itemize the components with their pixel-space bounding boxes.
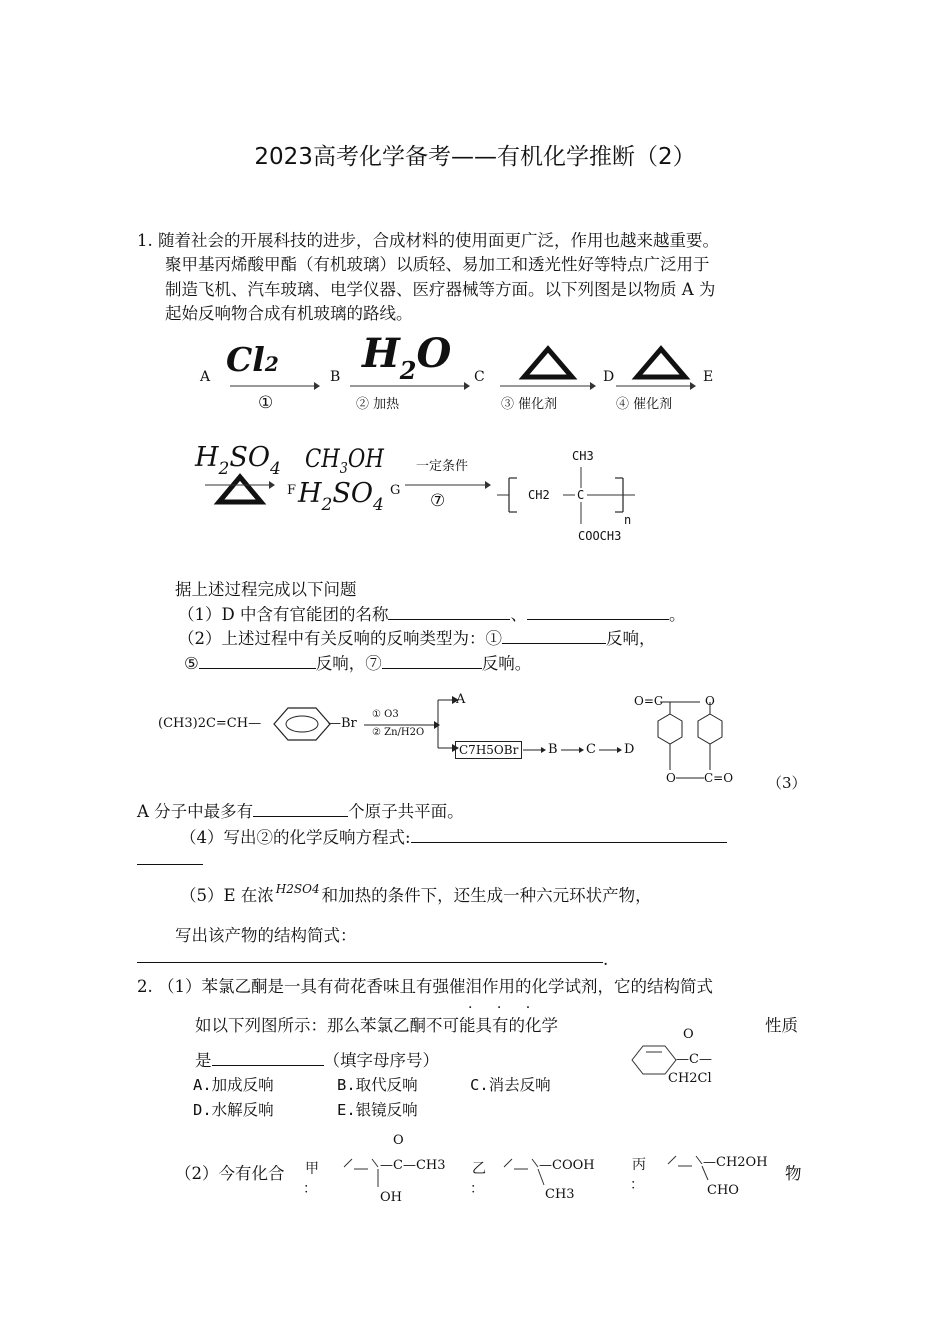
bing-colon: ： bbox=[630, 1177, 644, 1193]
step7-condition: 一定条件 bbox=[416, 459, 469, 474]
phenacyl-c: —C— bbox=[676, 1052, 712, 1067]
scheme2-reagent2: ② Zn/H2O bbox=[372, 727, 425, 738]
q1-sub5-text2: 和加热的条件下，还生成一种六元环状产物， bbox=[321, 886, 652, 905]
diester-atom-4: C=O bbox=[704, 771, 734, 785]
q2-part2-tail: 物 bbox=[785, 1164, 802, 1183]
q1-intro-line-3: 制造飞机、汽车玻璃、电学仪器、医疗器械等方面。以下列图是以物质 A 为 bbox=[165, 280, 716, 299]
scheme2-reagent1: ① O3 bbox=[372, 709, 399, 720]
reagent-h2so4-bottom: $H_2SO_4$ bbox=[298, 478, 384, 515]
q1-sub1 bbox=[178, 601, 685, 628]
q2-line3 bbox=[195, 1047, 439, 1074]
arrow-4 bbox=[616, 382, 696, 390]
reagent-h2so4-top: $H_2SO_4$ bbox=[195, 442, 281, 479]
q1-sub2-label: （2）上述过程中有关反响的反响类型为：① bbox=[178, 629, 502, 648]
q2-line2a: 如以下列图所示：那么苯氯乙酮不可能具有的化学 bbox=[195, 1016, 558, 1035]
polymer-ch2: CH2 bbox=[528, 488, 550, 502]
condition-4: ④ 催化剂 bbox=[616, 397, 673, 412]
q1-sub2 bbox=[178, 625, 656, 652]
answer-blank-3[interactable] bbox=[253, 798, 348, 817]
q2-option-c: C.消去反响 bbox=[470, 1076, 551, 1094]
yi-colon: ： bbox=[470, 1181, 484, 1197]
jia-oh: OH bbox=[380, 1190, 402, 1205]
scheme2-boxed: C7H5OBr bbox=[455, 741, 522, 759]
q2-option-a: A.加成反响 bbox=[193, 1076, 274, 1094]
q1-sub1-sep: 、 bbox=[510, 605, 527, 624]
arrow-1 bbox=[230, 382, 320, 390]
jia-label: 甲 bbox=[305, 1161, 319, 1177]
scheme2-start: (CH3)2C=CH— bbox=[158, 716, 262, 731]
scheme2-c: C bbox=[586, 742, 596, 757]
condition-1: ① bbox=[258, 393, 274, 413]
condition-2: ② 加热 bbox=[356, 397, 400, 412]
heat-triangle-icon bbox=[520, 346, 576, 380]
node-f: F bbox=[287, 483, 297, 498]
answer-blank-1b[interactable] bbox=[527, 601, 669, 620]
scheme2-chain-arrows bbox=[523, 745, 633, 755]
reagent-ch3oh: $CH_3OH$ bbox=[305, 444, 384, 477]
diester-atom-1: O=C bbox=[634, 694, 664, 708]
arrow-2 bbox=[350, 382, 470, 390]
q1-intro-line-4: 起始反响物合成有机玻璃的路线。 bbox=[165, 304, 413, 323]
node-g: G bbox=[390, 483, 401, 498]
answer-blank-4b[interactable] bbox=[137, 864, 203, 865]
q2-option-d: D.水解反响 bbox=[193, 1101, 274, 1119]
answer-blank-q2[interactable] bbox=[212, 1047, 324, 1066]
node-a: A bbox=[200, 369, 211, 385]
jia-colon: ： bbox=[303, 1181, 317, 1197]
q2-part2-lead: （2）今有化合 bbox=[175, 1164, 285, 1183]
scheme2-br: —Br bbox=[328, 716, 357, 731]
q1-sub2-c5: ⑤ bbox=[184, 654, 199, 673]
polymer-ch3: CH3 bbox=[572, 449, 594, 463]
q1-sub3-end: 个原子共平面。 bbox=[348, 802, 464, 821]
condition-3: ③ 催化剂 bbox=[501, 397, 558, 412]
arrow-3 bbox=[500, 382, 596, 390]
q2-line3b: （填字母序号） bbox=[323, 1051, 439, 1070]
q1-sub5-end: . bbox=[603, 950, 609, 969]
q1-sub3-label: A 分子中最多有 bbox=[137, 802, 254, 821]
q1-sub2-r1: 反响， bbox=[606, 629, 656, 648]
diester-atom-3: O bbox=[666, 771, 676, 785]
heat-triangle-icon bbox=[216, 474, 264, 504]
q1-intro-line-2: 聚甲基丙烯酸甲酯（有机玻璃）以质轻、易加工和透光性好等特点广泛用于 bbox=[165, 255, 710, 274]
q1-sub1-end: 。 bbox=[668, 605, 686, 624]
polymer-c: C bbox=[577, 488, 585, 502]
q1-sub4-label: （4）写出②的化学反响方程式: bbox=[180, 828, 411, 847]
scheme2-label-3: （3） bbox=[767, 774, 807, 792]
page-title: 2023高考化学备考——有机化学推断（2） bbox=[254, 144, 696, 170]
bing-ch2oh: —CH2OH bbox=[703, 1155, 768, 1170]
answer-blank-4a[interactable] bbox=[411, 824, 727, 843]
phenacyl-ch2cl: CH2Cl bbox=[668, 1071, 712, 1086]
phenacyl-o: O bbox=[683, 1027, 694, 1042]
scheme2-d: D bbox=[624, 742, 635, 757]
q2-line3a: 是 bbox=[195, 1051, 212, 1070]
jia-o: O bbox=[393, 1133, 404, 1148]
q1-sub2-r5: 反响，⑦ bbox=[315, 654, 382, 673]
polymer-n: n bbox=[624, 513, 632, 527]
answer-blank-5[interactable] bbox=[137, 962, 603, 963]
answer-blank-1a[interactable] bbox=[388, 601, 510, 620]
q1-sub2-cont bbox=[184, 650, 531, 677]
heat-triangle-icon bbox=[633, 346, 689, 380]
polymer-ester: COOCH3 bbox=[578, 529, 622, 543]
node-e: E bbox=[703, 369, 714, 385]
q1-sub3 bbox=[137, 798, 464, 825]
reagent-h2o: $H_2O$ bbox=[362, 330, 452, 385]
q1-intro-line-1: 1. 随着社会的开展科技的进步，合成材料的使用面更广泛，作用也越来越重要。 bbox=[137, 231, 719, 250]
q1-sub4 bbox=[180, 824, 727, 851]
q2-line1: 2. （1）苯氯乙酮是一具有荷花香味且有强催泪作用的化学试剂，它的结构简式 bbox=[137, 977, 713, 996]
q1-sub5-line2: 写出该产物的结构简式： bbox=[175, 926, 357, 945]
arrow-5 bbox=[205, 481, 275, 489]
q1-sub2-r7: 反响。 bbox=[481, 654, 532, 673]
bing-cho: CHO bbox=[707, 1183, 739, 1198]
q1-sub1-label: （1）D 中含有官能团的名称 bbox=[178, 605, 389, 624]
scheme2-arrows bbox=[364, 690, 464, 760]
q1-sub5-text1: （5）E 在浓 bbox=[180, 886, 274, 905]
arrow-7 bbox=[405, 481, 491, 489]
node-d: D bbox=[603, 369, 615, 385]
q2-option-b: B.取代反响 bbox=[337, 1076, 418, 1094]
scheme2-b: B bbox=[548, 742, 558, 757]
reagent-cl2: Cl2 bbox=[226, 340, 279, 379]
answer-blank-2c[interactable] bbox=[382, 650, 482, 669]
answer-blank-2a[interactable] bbox=[502, 625, 606, 644]
yi-label: 乙 bbox=[472, 1161, 486, 1177]
yi-cooh: —COOH bbox=[539, 1158, 595, 1173]
node-b: B bbox=[330, 369, 341, 385]
answer-blank-2b[interactable] bbox=[199, 650, 316, 669]
q1-sub5-line1 bbox=[180, 882, 652, 911]
bing-label: 丙 bbox=[632, 1157, 646, 1173]
condition-7: ⑦ bbox=[430, 491, 446, 511]
scheme2-a: A bbox=[456, 692, 466, 707]
q2-line2b: 性质 bbox=[765, 1016, 798, 1035]
q2-emphasis-dots: . . . bbox=[468, 996, 541, 1012]
diester-atom-2: O bbox=[705, 694, 715, 708]
yi-ch3: CH3 bbox=[545, 1187, 575, 1202]
node-c: C bbox=[474, 369, 485, 385]
jia-group: —C—CH3 bbox=[380, 1158, 446, 1173]
q1-sub5-acid: H2SO4 bbox=[275, 882, 320, 896]
q2-option-e: E.银镜反响 bbox=[337, 1101, 418, 1119]
q1-prompt: 据上述过程完成以下问题 bbox=[175, 580, 357, 599]
